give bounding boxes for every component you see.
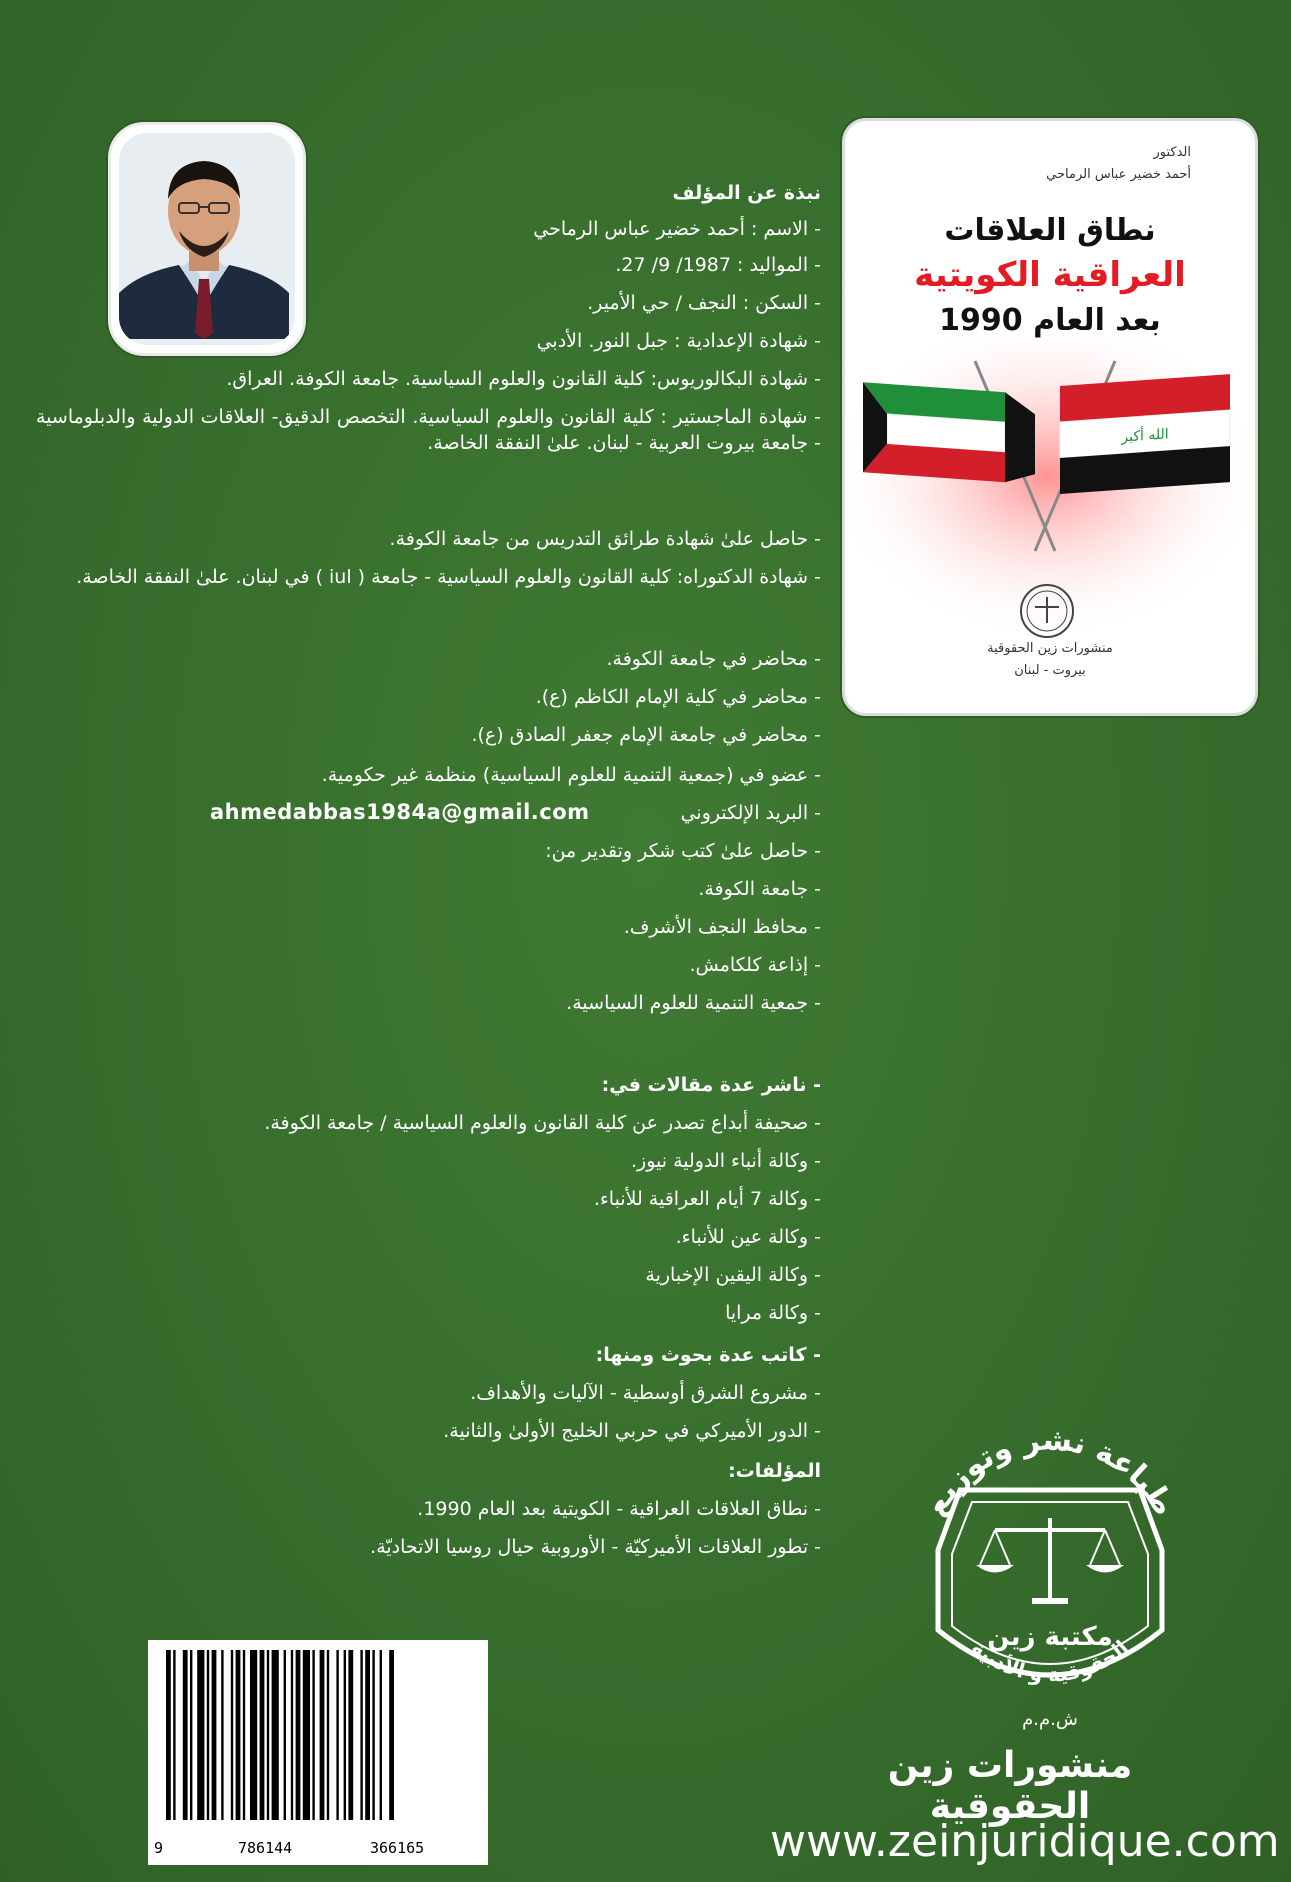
bio-line: - محاضر في جامعة الكوفة. (606, 648, 821, 670)
bio-line: - إذاعة كلكامش. (689, 954, 821, 976)
book-cover-thumbnail (842, 118, 1258, 716)
bio-line: - محاضر في جامعة الإمام جعفر الصادق (ع). (471, 724, 821, 746)
isbn-barcode (148, 1640, 488, 1865)
bio-line: - حاصل علىٰ شهادة طرائق التدريس من جامعة الكوفة. (389, 528, 821, 550)
bio-line: - محافظ النجف الأشرف. (623, 916, 821, 938)
barcode-bar (320, 1650, 325, 1820)
logo-mid-text: مكتبة زين (987, 1622, 1113, 1652)
barcode-bar (166, 1650, 171, 1820)
bio-line: - البريد الإلكتروني (680, 802, 821, 824)
flag-inscription: الله أكبر (1121, 426, 1169, 446)
book-city: بيروت - لبنان (1014, 663, 1086, 678)
barcode-bar (236, 1650, 241, 1820)
research-heading: - كاتب عدة بحوث ومنها: (595, 1344, 821, 1366)
barcode-bar (284, 1650, 286, 1820)
barcode-bar (190, 1650, 192, 1820)
author-photo (108, 122, 306, 356)
book-title-line3: بعد العام 1990 (939, 303, 1161, 338)
research-item: - الدور الأميركي في حربي الخليج الأولىٰ والثانية. (443, 1420, 821, 1442)
barcode-digits-right: 366165 (370, 1839, 425, 1857)
bio-line: - المواليد : 1987/ 9/ 27. (615, 254, 821, 276)
barcode-bar (336, 1650, 338, 1820)
barcode-bar (173, 1650, 175, 1820)
barcode-bar (250, 1650, 257, 1820)
bio-heading: نبذة عن المؤلف (672, 182, 821, 204)
publisher-logo-icon (900, 1400, 1200, 1730)
barcode-bar (344, 1650, 346, 1820)
barcode-bar (348, 1650, 353, 1820)
bio-line: - الاسم : أحمد خضير عباس الرماحي (533, 218, 821, 240)
barcode-bar (243, 1650, 245, 1820)
bio-line: - شهادة البكالوريوس: كلية القانون والعلوم السياسية. جامعة الكوفة. العراق. (226, 368, 821, 390)
barcode-bar (231, 1650, 233, 1820)
barcode-bar (372, 1650, 374, 1820)
barcode-bar (221, 1650, 223, 1820)
article-item: - وكالة اليقين الإخبارية (645, 1264, 821, 1286)
barcode-bar (207, 1650, 209, 1820)
works-item: - تطور العلاقات الأميركيّة - الأوروبية حيال روسيا الاتحاديّة. (370, 1536, 821, 1558)
bio-line: - محاضر في كلية الإمام الكاظم (ع). (535, 686, 821, 708)
barcode-bar (260, 1650, 265, 1820)
barcode-bar (303, 1650, 310, 1820)
email-address[interactable]: ahmedabbas1984a@gmail.com (210, 800, 590, 824)
barcode-bar (197, 1650, 204, 1820)
book-publisher: منشورات زين الحقوقية (987, 641, 1113, 656)
barcode-bar (296, 1650, 301, 1820)
barcode-digits-left: 786144 (238, 1839, 293, 1857)
works-heading: المؤلفات: (728, 1460, 821, 1482)
barcode-bar (365, 1650, 370, 1820)
barcode-bar (312, 1650, 314, 1820)
bio-line: - جامعة الكوفة. (698, 878, 821, 900)
barcode-bar (272, 1650, 279, 1820)
article-item: - وكالة مرايا (725, 1302, 821, 1324)
bio-line: - عضو في (جمعية التنمية للعلوم السياسية) منظمة غير حكومية. (321, 764, 821, 786)
book-author-name: أحمد خضير عباس الرماحي (1046, 167, 1191, 182)
articles-heading: - ناشر عدة مقالات في: (601, 1074, 821, 1096)
crossed-flags-illustration (845, 341, 1249, 641)
barcode-bar (360, 1650, 362, 1820)
article-item: - وكالة أنباء الدولية نيوز. (631, 1150, 821, 1172)
iraq-flag (1060, 374, 1230, 494)
barcode-bar (327, 1650, 329, 1820)
barcode-bar (380, 1650, 382, 1820)
barcode-digit-prefix: 9 (154, 1839, 164, 1857)
barcode-bar (212, 1650, 217, 1820)
bio-line: - شهادة الماجستير : كلية القانون والعلوم السياسية. التخصص الدقيق- العلاقات الدولية والدبلوماسية - جامعة بيروت العربية - لبنان. علىٰ النفقة الخاصة. (36, 406, 821, 454)
svg-text:طباعة نشر وتوزيع (918, 1422, 1182, 1522)
author-portrait (119, 133, 289, 339)
research-item: - مشروع الشرق أوسطية - الآليات والأهداف. (470, 1382, 821, 1404)
works-item: - نطاق العلاقات العراقية - الكويتية بعد العام 1990. (417, 1498, 821, 1520)
barcode-bars (162, 1650, 474, 1830)
book-title-line1: نطاق العلاقات (944, 213, 1156, 248)
book-title-line2: العراقية الكويتية (914, 255, 1186, 295)
barcode-bar (389, 1650, 394, 1820)
book-author-label: الدكتور (1153, 145, 1191, 160)
bio-line: - شهادة الإعدادية : جبل النور. الأدبي (536, 330, 821, 352)
kuwait-flag (863, 382, 1035, 484)
logo-top-text: طباعة نشر وتوزيع (918, 1422, 1182, 1523)
article-item: - وكالة 7 أيام العراقية للأنباء. (593, 1188, 821, 1210)
logo-abbr: ش.م.م (1022, 1709, 1078, 1730)
bio-line: - شهادة الدكتوراه: كلية القانون والعلوم السياسية - جامعة ( iul ) في لبنان. علىٰ النفقة الخاصة. (76, 566, 821, 588)
barcode-bar (291, 1650, 293, 1820)
barcode-bar (267, 1650, 269, 1820)
logo-bottom-text: الحقوقية و الأدبية (967, 1635, 1133, 1687)
publisher-website-link[interactable]: www.zeinjuridique.com (770, 1816, 1280, 1867)
barcode-bar (183, 1650, 188, 1820)
bio-line: - حاصل علىٰ كتب شكر وتقدير من: (545, 840, 821, 862)
bio-line: - جمعية التنمية للعلوم السياسية. (566, 992, 821, 1014)
bio-line: - السكن : النجف / حي الأمير. (587, 292, 821, 314)
publisher-name: منشورات زين الحقوقية (887, 1745, 1133, 1827)
article-item: - صحيفة أبداع تصدر عن كلية القانون والعلوم السياسية / جامعة الكوفة. (264, 1112, 821, 1134)
article-item: - وكالة عين للأنباء. (675, 1226, 821, 1248)
